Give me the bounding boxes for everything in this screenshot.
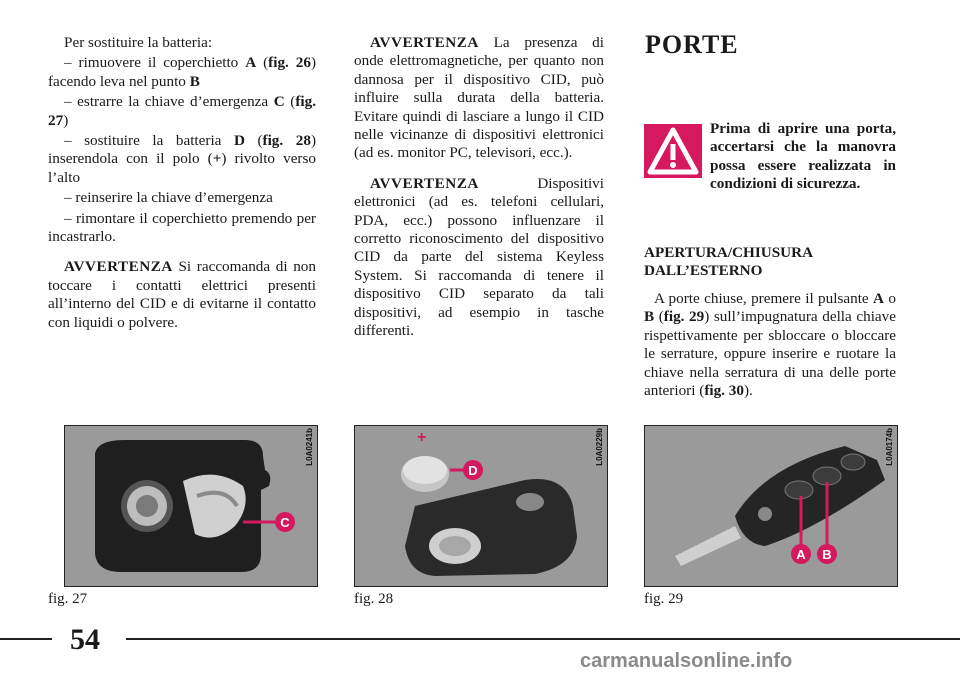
paragraph: – sostituire la batteria D (fig. 28) inserendola con il polo (+) rivolto verso l’alto: [48, 132, 316, 186]
warning-box: [644, 120, 896, 194]
column-3-body: [644, 290, 896, 400]
figure-code: L0A0241b: [305, 428, 314, 466]
watermark: carmanualsonline.info: [580, 650, 793, 672]
warning-icon: [644, 124, 702, 178]
paragraph: A porte chiuse, premere il pulsante A o B (fig. 29) sull’impugnatura della chiave rispettivamente per sbloccare o bloccare le serrature, oppure inserire e ruotare la chiave nella serratura di una delle porte anteriori (fig. 30).: [644, 290, 896, 400]
warning-text: Prima di aprire una porta, accertarsi che la manovra possa essere realizzata in condizioni di sicurezza.: [710, 120, 896, 193]
figure-label-a: A: [796, 547, 806, 562]
plus-sign: +: [417, 429, 427, 446]
figure-caption: fig. 28: [354, 591, 394, 607]
paragraph: AVVERTENZA Dispositivi elettronici (ad es. telefoni cellulari, PDA, ecc.) possono influenzare il corretto riconoscimento del dispositivo CID da parte del sistema Keyless System. Si raccomanda di tenere il dispositivo CID separato da tali dispositivi, ad esempio in tasche differenti.: [354, 174, 604, 340]
key-battery-replacement-illustration: [355, 426, 607, 586]
figure-label: C: [280, 515, 290, 530]
paragraph: – rimontare il coperchietto premendo per incastrarlo.: [48, 209, 316, 246]
figure-label-b: B: [822, 547, 832, 562]
figure-caption: fig. 27: [48, 591, 88, 607]
section-title: PORTE: [645, 30, 739, 59]
figure-code: L0A0229b: [595, 428, 604, 466]
page-number: 54: [70, 623, 100, 656]
figure-28: [354, 425, 608, 587]
paragraph: – estrarre la chiave d’emergenza C (fig. 27): [48, 93, 316, 129]
key-remote-illustration: [645, 426, 897, 586]
figure-caption: fig. 29: [644, 591, 684, 607]
footer-rule-right: [126, 638, 960, 640]
figure-label: D: [468, 463, 478, 478]
figure-29: [644, 425, 898, 587]
figure-27: [64, 425, 318, 587]
paragraph: – reinserire la chiave d’emergenza: [64, 189, 273, 207]
paragraph: – rimuovere il coperchietto A (fig. 26) facendo leva nel punto B: [48, 54, 317, 90]
paragraph: Per sostituire la batteria:: [64, 34, 213, 51]
footer-rule-left: [0, 638, 52, 640]
figure-code: L0A0174b: [885, 428, 894, 466]
key-battery-illustration: [65, 426, 317, 586]
paragraph: AVVERTENZA La presenza di onde elettromagnetiche, per quanto non dannosa per il dispositivo CID, può influire sulla durata della batteria. Evitare quindi di lasciare a lungo il CID nelle vicinanze di dispositivi elettronici (ad es. monitor PC, televisori, ecc.).: [354, 34, 604, 162]
subsection-title: APERTURA/CHIUSURA DALL’ESTERNO: [644, 244, 813, 280]
column-1: [48, 34, 316, 334]
column-2: [354, 34, 604, 343]
paragraph: AVVERTENZA Si raccomanda di non toccare i contatti elettrici presenti all’interno del CID e di evitarne il contatto con liquidi o polvere.: [48, 258, 316, 331]
